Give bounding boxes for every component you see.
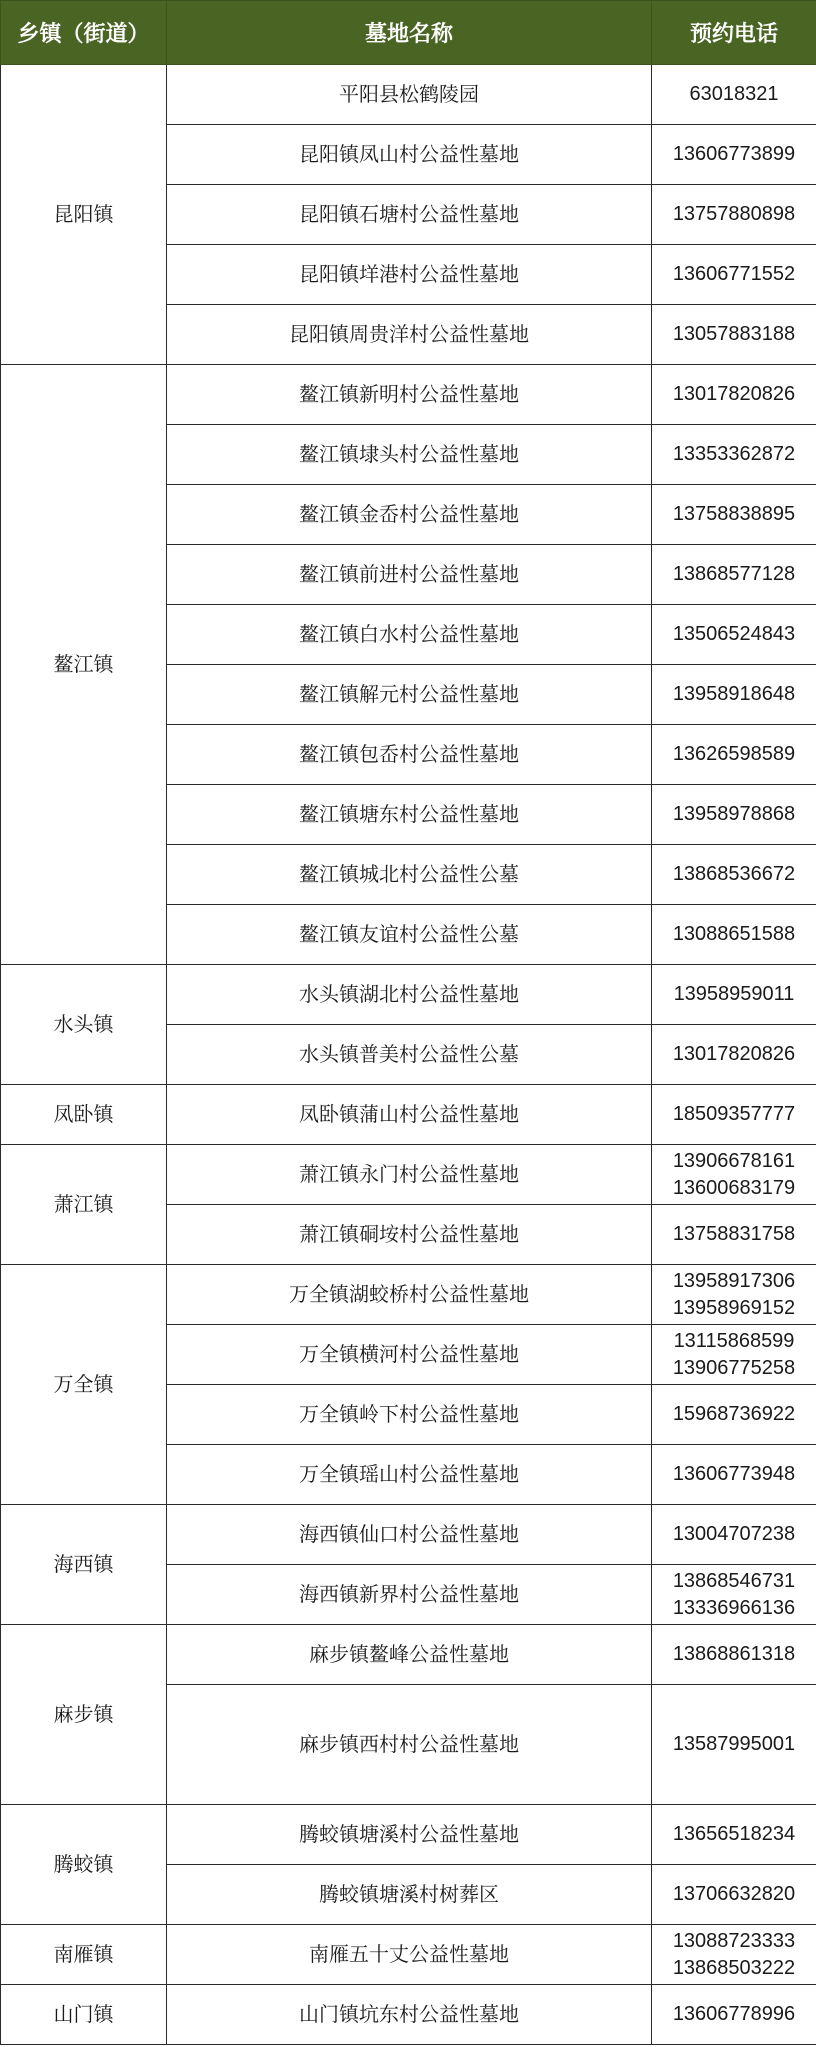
table-row [1, 65, 816, 125]
cemetery-name-cell: 鳌江镇白水村公益性墓地 [167, 605, 652, 665]
cemetery-name-cell: 凤卧镇蒲山村公益性墓地 [167, 1085, 652, 1145]
cemetery-name-cell: 水头镇普美村公益性公墓 [167, 1025, 652, 1085]
phone-cell [652, 965, 816, 1025]
phone-cell [652, 725, 816, 785]
phone-number: 13115868599 [673, 1329, 795, 1352]
phone-cell [652, 1505, 816, 1565]
phone-number: 13353362872 [672, 443, 796, 465]
phone-number: 13088651588 [672, 923, 796, 945]
phone-cell [652, 365, 816, 425]
phone-number: 63018321 [689, 83, 779, 105]
phone-cell [652, 1445, 816, 1505]
town-cell: 腾蛟镇 [1, 1805, 167, 1925]
cemetery-name-cell: 鳌江镇前进村公益性墓地 [167, 545, 652, 605]
phone-number: 13017820826 [672, 1043, 796, 1065]
phone-number: 13958978868 [672, 803, 796, 825]
phone-number: 13606773899 [672, 143, 796, 165]
header-phone: 预约电话 [652, 1, 816, 65]
cemetery-name-cell: 鳌江镇新明村公益性墓地 [167, 365, 652, 425]
phone-cell [652, 1985, 816, 2045]
phone-number: 13868503222 [672, 1956, 796, 1979]
phone-number: 13758838895 [672, 503, 796, 525]
cemetery-name-cell: 腾蛟镇塘溪村树葬区 [167, 1865, 652, 1925]
phone-number: 13757880898 [672, 203, 796, 225]
table-row [1, 1145, 816, 1205]
phone-cell [652, 1325, 816, 1385]
table-body [1, 65, 816, 2045]
cemetery-name-cell: 鳌江镇城北村公益性公墓 [167, 845, 652, 905]
table-row [1, 365, 816, 425]
town-cell: 鳌江镇 [1, 365, 167, 965]
header-cemetery-name: 墓地名称 [167, 1, 652, 65]
phone-cell [652, 845, 816, 905]
phone-cell [652, 1625, 816, 1685]
cemetery-name-cell: 腾蛟镇塘溪村公益性墓地 [167, 1805, 652, 1865]
phone-cell [652, 1385, 816, 1445]
cemetery-name-cell: 鳌江镇埭头村公益性墓地 [167, 425, 652, 485]
table-row [1, 1805, 816, 1865]
town-cell: 萧江镇 [1, 1145, 167, 1265]
phone-cell [652, 1085, 816, 1145]
header-row [1, 1, 816, 65]
phone-number: 13868546731 [672, 1569, 796, 1592]
table-header [1, 1, 816, 65]
cemetery-name-cell: 海西镇仙口村公益性墓地 [167, 1505, 652, 1565]
phone-number: 13868861318 [672, 1643, 796, 1665]
phone-cell [652, 1205, 816, 1265]
phone-cell [652, 1145, 816, 1205]
table-row [1, 965, 816, 1025]
cemetery-name-cell: 麻步镇鳌峰公益性墓地 [167, 1625, 652, 1685]
cemetery-name-cell: 鳌江镇解元村公益性墓地 [167, 665, 652, 725]
phone-number: 13906775258 [672, 1356, 796, 1379]
town-cell: 水头镇 [1, 965, 167, 1085]
cemetery-name-cell: 麻步镇西村村公益性墓地 [167, 1685, 652, 1805]
cemetery-name-cell: 万全镇横河村公益性墓地 [167, 1325, 652, 1385]
phone-cell [652, 305, 816, 365]
town-cell: 麻步镇 [1, 1625, 167, 1805]
phone-number: 13758831758 [672, 1223, 796, 1245]
phone-number: 13336966136 [672, 1596, 796, 1619]
cemetery-name-cell: 昆阳镇凤山村公益性墓地 [167, 125, 652, 185]
phone-cell [652, 1865, 816, 1925]
phone-cell [652, 1925, 816, 1985]
phone-number: 13088723333 [672, 1929, 796, 1952]
cemetery-name-cell: 萧江镇硐垵村公益性墓地 [167, 1205, 652, 1265]
phone-cell [652, 1025, 816, 1085]
phone-number: 13656518234 [672, 1823, 796, 1845]
town-cell: 南雁镇 [1, 1925, 167, 1985]
phone-cell [652, 1805, 816, 1865]
phone-cell [652, 1565, 816, 1625]
town-cell: 万全镇 [1, 1265, 167, 1505]
town-cell: 凤卧镇 [1, 1085, 167, 1145]
phone-cell [652, 665, 816, 725]
table-row [1, 1505, 816, 1565]
phone-number: 13958917306 [672, 1269, 796, 1292]
phone-cell [652, 125, 816, 185]
cemetery-name-cell: 南雁五十丈公益性墓地 [167, 1925, 652, 1985]
phone-number: 13606773948 [672, 1463, 796, 1485]
town-cell: 海西镇 [1, 1505, 167, 1625]
phone-cell [652, 1265, 816, 1325]
phone-number: 13004707238 [672, 1523, 796, 1545]
phone-cell [652, 905, 816, 965]
cemetery-name-cell: 昆阳镇石塘村公益性墓地 [167, 185, 652, 245]
header-town: 乡镇（街道） [1, 1, 167, 65]
phone-cell [652, 185, 816, 245]
phone-number: 13626598589 [672, 743, 796, 765]
phone-number: 13906678161 [672, 1149, 796, 1172]
table-row [1, 1265, 816, 1325]
phone-number: 13958918648 [672, 683, 796, 705]
cemetery-name-cell: 鳌江镇友谊村公益性公墓 [167, 905, 652, 965]
cemetery-name-cell: 山门镇坑东村公益性墓地 [167, 1985, 652, 2045]
phone-cell [652, 485, 816, 545]
phone-number: 15968736922 [672, 1403, 796, 1425]
town-cell: 昆阳镇 [1, 65, 167, 365]
phone-cell [652, 65, 816, 125]
table-row [1, 1925, 816, 1985]
phone-number: 13017820826 [672, 383, 796, 405]
cemetery-name-cell: 鳌江镇包岙村公益性墓地 [167, 725, 652, 785]
cemetery-name-cell: 万全镇瑶山村公益性墓地 [167, 1445, 652, 1505]
phone-number: 13057883188 [672, 323, 796, 345]
phone-number: 13587995001 [672, 1733, 796, 1755]
table-row [1, 1625, 816, 1685]
phone-cell [652, 545, 816, 605]
cemetery-name-cell: 水头镇湖北村公益性墓地 [167, 965, 652, 1025]
cemetery-name-cell: 昆阳镇周贵洋村公益性墓地 [167, 305, 652, 365]
phone-number: 13706632820 [672, 1883, 796, 1905]
phone-number: 13958959011 [673, 983, 795, 1005]
phone-number: 13868577128 [672, 563, 796, 585]
phone-number: 13958969152 [672, 1296, 796, 1319]
cemetery-name-cell: 鳌江镇塘东村公益性墓地 [167, 785, 652, 845]
cemetery-name-cell: 萧江镇永门村公益性墓地 [167, 1145, 652, 1205]
cemetery-name-cell: 海西镇新界村公益性墓地 [167, 1565, 652, 1625]
table-row [1, 1085, 816, 1145]
phone-number: 13606771552 [672, 263, 796, 285]
cemetery-name-cell: 万全镇湖蛟桥村公益性墓地 [167, 1265, 652, 1325]
cemetery-name-cell: 鳌江镇金岙村公益性墓地 [167, 485, 652, 545]
cemetery-name-cell: 平阳县松鹤陵园 [167, 65, 652, 125]
phone-cell [652, 785, 816, 845]
phone-number: 13600683179 [672, 1176, 796, 1199]
phone-number: 13868536672 [672, 863, 796, 885]
phone-cell [652, 1685, 816, 1805]
town-cell: 山门镇 [1, 1985, 167, 2045]
cemetery-name-cell: 昆阳镇垟港村公益性墓地 [167, 245, 652, 305]
phone-number: 13606778996 [672, 2003, 796, 2025]
phone-number: 13506524843 [672, 623, 796, 645]
phone-cell [652, 425, 816, 485]
phone-number: 18509357777 [672, 1103, 796, 1125]
phone-cell [652, 245, 816, 305]
cemetery-name-cell: 万全镇岭下村公益性墓地 [167, 1385, 652, 1445]
table-row [1, 1985, 816, 2045]
phone-cell [652, 605, 816, 665]
